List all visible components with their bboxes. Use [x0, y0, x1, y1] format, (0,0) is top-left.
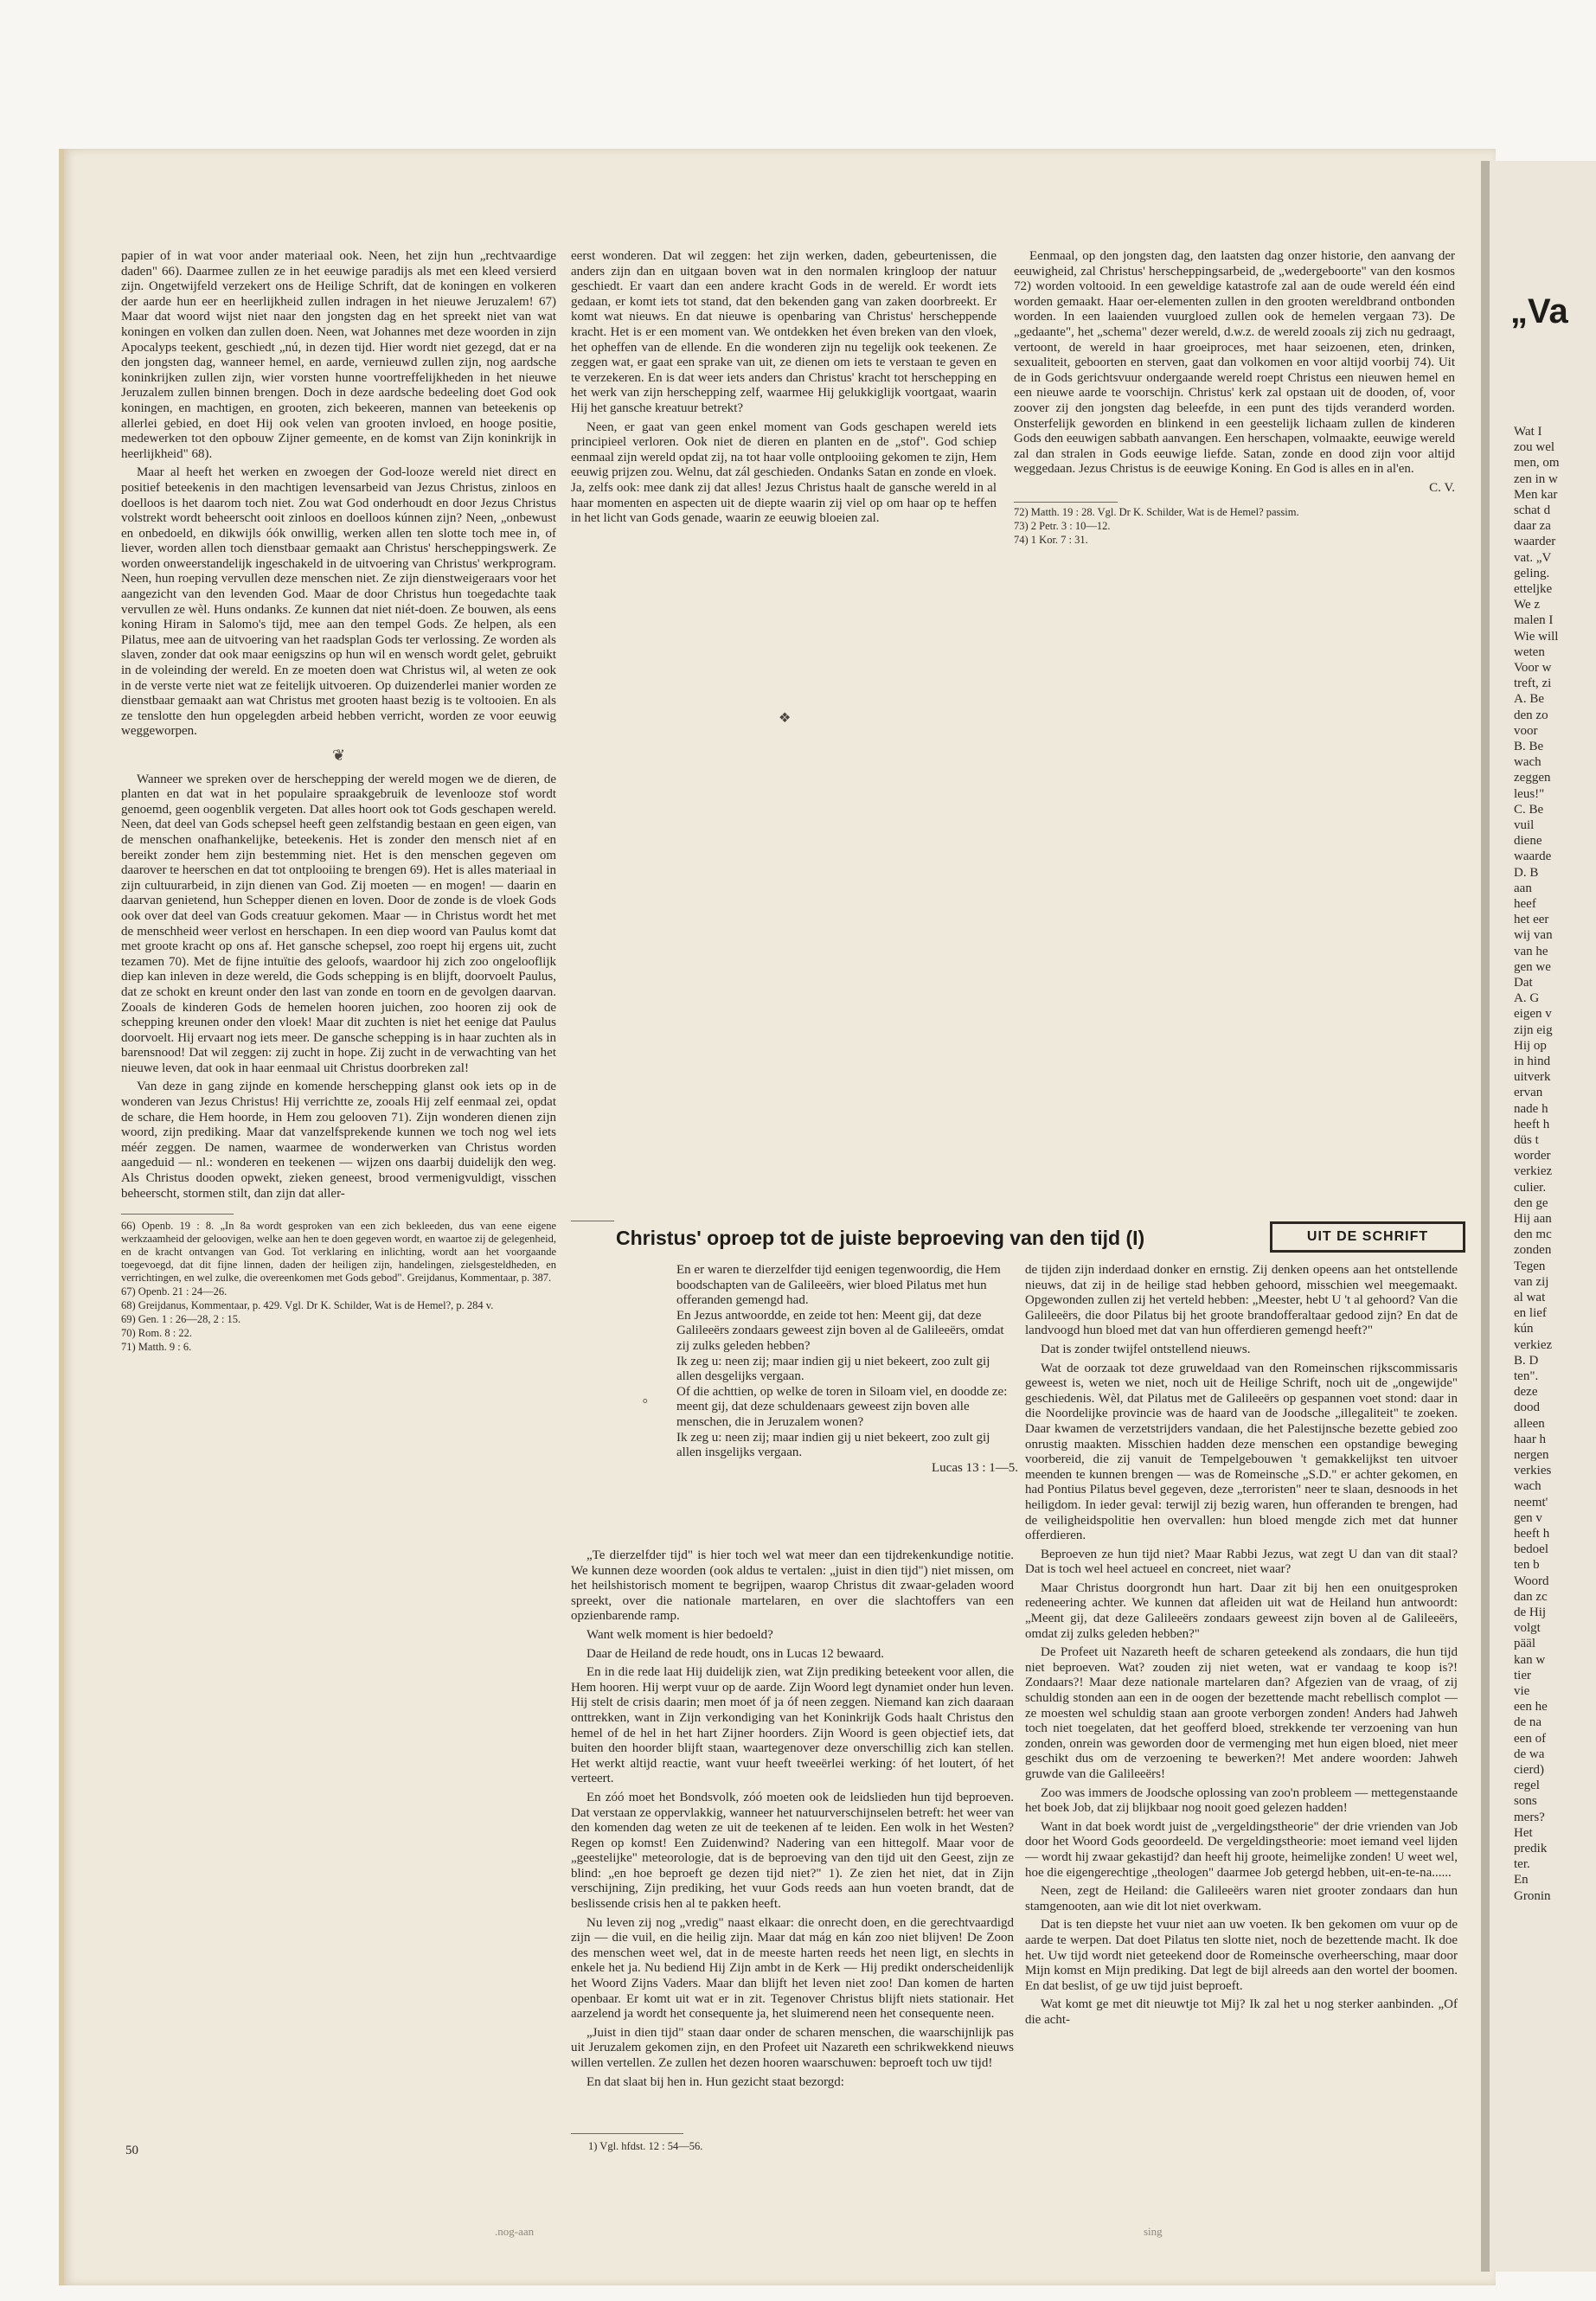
next-page-line: etteljke: [1514, 582, 1553, 596]
next-page-line: men, om: [1514, 456, 1560, 471]
next-page-line: Wat I: [1514, 425, 1542, 439]
footnote-rule: [571, 2133, 683, 2134]
article-paragraph: „Juist in dien tijd" staan daar onder de scharen menschen, die waarschijnlijk pas uit Jeruzalem gekomen zijn, en den Profeet uit Nazareth een schrikwekkend nieuws willen vertellen. Ze zullen het dezen hooren waarschuwen: beproeft toch uw tijd!: [571, 2025, 1014, 2070]
next-page-line: Gronin: [1514, 1888, 1551, 1903]
next-page-line: leus!": [1514, 786, 1545, 801]
col1-footnotes: [121, 1220, 556, 1354]
col3-footnotes: [1014, 506, 1455, 547]
next-page-line: van he: [1514, 944, 1548, 958]
author-signature: C. V.: [1429, 480, 1455, 495]
next-page-line: de Hij: [1514, 1606, 1547, 1619]
next-page-line: vuil: [1514, 818, 1535, 832]
next-page-line: kún: [1514, 1322, 1534, 1336]
next-page-line: verkiez: [1514, 1164, 1553, 1179]
next-page-line: ten b: [1514, 1558, 1540, 1573]
next-page-line: A. G: [1514, 991, 1540, 1006]
next-page-line: een he: [1514, 1700, 1548, 1715]
footnote: 68) Greijdanus, Kommentaar, p. 429. Vgl. Dr K. Schilder, Wat is de Hemel?, p. 284 v.: [121, 1299, 494, 1312]
next-page-line: weten: [1514, 644, 1545, 659]
scripture-verse: Ik zeg u: neen zij; maar indien gij u niet bekeert, zoo zult gij allen insgelijks vergaan.: [676, 1430, 990, 1460]
next-page-line: eigen v: [1514, 1007, 1552, 1022]
article-paragraph: Zoo was immers de Joodsche oplossing van zoo'n probleem — mettegenstaande het boek Job, dat zij blijkbaar nog nooit goed gelezen hadden!: [1025, 1785, 1458, 1816]
next-page-line: B. Be: [1514, 740, 1544, 753]
next-page-line: malen I: [1514, 613, 1554, 628]
article-paragraph: De Profeet uit Nazareth heeft de scharen geteekend als zondaars, die hun tijd niet beproeven. Wat? zouden zij niet weten, wat er vandaag te koop is?! Zondaars?! Maar deze nationale martelaren dan? Afgezien van de vraag, of zij schuldig stonden aan een in de oogen der bezettende macht rebellisch complot — ze moesten wel schuldig staan aan groote verborgen zonden! Anders had Jahweh toch niet toegelaten, dat het geofferd bloed, strekkende ter verzoening van hun zonden, onrein was geworden door de vermenging met hun eigen bloed, niet meer geschikt dus om de verzoening te bewerken?! Met andere woorden: Jahweh gruwde van die Galileeërs!: [1025, 1645, 1458, 1781]
scripture-verse: Ik zeg u: neen zij; maar indien gij u niet bekeert, zoo zult gij allen desgelijks vergaan.: [676, 1354, 990, 1384]
next-page-line: ervan: [1514, 1086, 1543, 1100]
next-page-line: B. D: [1514, 1353, 1539, 1368]
margin-mark-icon: ⸰: [642, 1394, 649, 1407]
next-page-line: in hind: [1514, 1054, 1551, 1068]
next-page-line: D. B: [1514, 865, 1539, 880]
scripture-verse: En Jezus antwoordde, en zeide tot hen: Meent gij, dat deze Galileeërs zondaars geweest zijn boven al de Galileeërs, omdat zij zulks geleden hebben?: [676, 1308, 1004, 1353]
footnote: 69) Gen. 1 : 26—28, 2 : 15.: [121, 1313, 241, 1326]
col1-paragraph: Van deze in gang zijnde en komende herschepping glanst ook iets op in de wonderen van Jezus Christus! Hij verrichtte ze, zooals Hij zelf eenmaal zei, opdat de schare, die Hem hoorde, in Hem zou gelooven 71). Zijn wonderen dienen zijn woord, zijn prediking. Maar dat vanzelfsprekende kunnen we toch nog wel iets méér zeggen. De namen, waarmee de wonderwerken van Christus worden aangeduid — nl.: wonderen en teekenen — wijzen ons daarbij duidelijk den weg. Als Christus dooden opwekt, zieken geneest, brood vermenigvuldigt, visschen beheerscht, stormen stilt, dan zijn dat aller-: [121, 1080, 556, 1201]
footnote: 67) Openb. 21 : 24—26.: [121, 1285, 228, 1298]
col1-paragraph: papier of in wat voor ander materiaal ook. Neen, het zijn hun „rechtvaardige daden" 66). Daarmee zullen ze in het eeuwige paradijs als met een kleed versierd zijn. Ongetwijfeld verzekert ons de Heilige Schrift, dat de koningen en volkeren der aarde hun eer en heerlijkheid zullen indragen in het nieuwe Jeruzalem! 67) Maar dat woord wijst niet naar den jongsten dag en het spreekt niet van wat koningen en volken dan zullen doen. Neen, wat Johannes met deze woorden in zijn Apocalyps teekent, geschiedt „nú, in dezen tijd. Hier wordt niet gezegd, dat er na den jongsten dag, wanneer hemel, en aarde, vernieuwd zullen zijn, nog aardsche koninkrijken zullen zijn, wier vorsten hunne voortreffelijkheden in het nieuwe Jeruzalem zullen binnen brengen. Doch in deze aardsche bedeeling doet God ook koningen, en machtigen, en grooten, zich bekeeren, mannen van beteekenis op allerlei gebied, en doet Hij ook velen van grooten invloed, en hooge positie, medewerken tot den opbouw Zijner gemeente, en de komst van Zijn koninkrijk in heerlijkheid" 68).: [121, 249, 556, 461]
article-column-right: [1025, 1263, 1458, 2145]
col2-paragraph: Neen, er gaat van geen enkel moment van Gods geschapen wereld iets principieel verloren. Ook niet de dieren en planten en de „stof". God schiep eenmaal zijn wereld opdat zij, na tot haar volle ontplooiing gekomen te zijn, Hem eeuwig prijzen zou. Welnu, dat zál geschieden. Ondanks Satan en zonde en vloek. Ja, zelfs ook: mee dank zij dat alles! Jezus Christus haalt de gansche wereld in al haar momenten en aspecten uit de diepte waarin zij viel op om haar op te heffen in het licht van Gods genade, waarin ze eeuwig bloeien zal.: [571, 420, 997, 526]
next-page-line: van zij: [1514, 1274, 1549, 1289]
next-page-line: regel: [1514, 1779, 1540, 1793]
next-page-line: waarder: [1514, 535, 1556, 549]
article-paragraph: Dat is zonder twijfel ontstellend nieuws.: [1041, 1342, 1251, 1356]
next-page-line: waarde: [1514, 849, 1552, 864]
article-paragraph: En zóó moet het Bondsvolk, zóó moeten ook de leidslieden hun tijd beproeven. Dat verstaan ze oppervlakkig, wanneer het natuurverschijnselen betreft: het weer van den komenden dag weten ze uit de teekenen af te leiden. Een wolk in het Westen? Regen op komst! Een Zuidenwind? Nadering van een hittegolf. Maar voor de „geestelijke" meteorologie, dat is de beproeving van den tijd uit den Geest, zijn ze blind: „en hoe beproeft ge dezen tijd niet?" 1). Ze zien het niet, dat in Zijn verschijning, Zijn prediking, het vuur Gods reeds aan hun voeten brandt, dat de beslissende crisis hen al te pakken heeft.: [571, 1790, 1014, 1912]
next-page-line: geling.: [1514, 566, 1550, 580]
article-paragraph: Want welk moment is hier bedoeld?: [586, 1627, 773, 1642]
next-page-line: gen v: [1514, 1510, 1542, 1525]
article-paragraph: de tijden zijn inderdaad donker en ernstig. Zij denken opeens aan het ontstellende nieuws, dat zij in de heilige stad hebben gehoord, misschien wel meegemaakt. Opgewonden zullen zij het verteld hebben: „Meester, hebt U 't al gehoord? Van die Galileeërs, die door Pilatus bij het groote brandofferaltaar gedood zijn? En dat de landvoogd hun bloed met dat van hun offerdieren gemengd heeft?": [1025, 1263, 1458, 1338]
article-paragraph: En in die rede laat Hij duidelijk zien, wat Zijn prediking beteekent voor allen, die Hem hooren. Hij werpt vuur op de aarde. Zijn Woord legt dynamiet onder hun leven. Hij stelt de crisis daarin; men moet óf ja óf neen zeggen. Niemand kan zich daaraan onttrekken, want in Zijn verkondiging van het Koninkrijk Gods haalt Christus den hemel of de hel in het hart Zijner hoorders. Zijn Woord is geen objectief iets, dat buiten den hoorder blijft staan, waartegenover deze onverschillig zich kan stellen. Het werkt altijd reactie, want vuur heeft tweeërlei werking: óf het loutert, óf het verteert.: [571, 1665, 1014, 1786]
next-page-line: nergen: [1514, 1448, 1549, 1462]
next-page-line: heef: [1514, 897, 1536, 911]
next-page-line: dood: [1514, 1400, 1540, 1415]
col3-paragraph: Eenmaal, op den jongsten dag, den laatsten dag onzer historie, den aanvang der eeuwigheid, zal Christus' herscheppingsarbeid, de „wedergeboorte" van den kosmos 72) worden voltooid. In een geweldige katastrofe zal aan de oude wereld één eind worden gemaakt. Haar oer-elementen zullen in den grooten wereldbrand ontbonden worden. In een laaienden vuurgloed zullen ook de hemelen vergaan 73). De „gedaante", het „schema" dezer wereld, d.w.z. de wereld zooals zij zich nu gedraagt, vertoont, de wereld in haar groeiproces, met haar seizoenen, eten, drinken, sexualiteit, geboorten en sterven, gaat dan volkomen en voor altijd voorbij 74). Uit de in Gods gerichtsvuur ondergaande wereld roept Christus een nieuwen hemel en een nieuwe aarde te voorschijn. Christus' kerk zal opstaan uit de dooden, of, voor zoover zij den jongsten dag beleefde, in een punt des tijds veranderd worden. Onsterfelijk geworden en blinkend in een geestelijk lichaam zullen de kinderen Gods den eeuwigen sabbath aanvangen. Een herschapen, volmaakte, eeuwige wereld zal dan stralen in Gods eeuwige liefde. Satan, zonde en dood zijn voor altijd weggedaan. Jezus Christus is de eeuwige Koning. En God is alles en in al'en.: [1014, 249, 1455, 477]
next-page-line: voor: [1514, 723, 1538, 738]
next-page-line: zijn eig: [1514, 1022, 1553, 1037]
next-page-line: een of: [1514, 1731, 1547, 1746]
next-page-line: zonden: [1514, 1243, 1552, 1258]
scripture-quote: [676, 1263, 1018, 1476]
footnote: 74) 1 Kor. 7 : 31.: [1014, 533, 1088, 546]
footnote-rule: [121, 1214, 234, 1215]
article-paragraph: „Te dierzelfder tijd" is hier toch wel wat meer dan een tijdrekenkundige notitie. We kunnen deze woorden (ook aldus te vertalen: „juist in dien tijd") niet missen, om het heilshistorisch moment te begrijpen, waarop Christus dit zwaar-geladen woord spreekt, over die nationale martelaren, en over die slachtoffers van een opzienbarende ramp.: [571, 1548, 1014, 1624]
next-page-line: de na: [1514, 1715, 1542, 1730]
article-footnote: [588, 2140, 848, 2156]
page-number: 50: [125, 2144, 138, 2157]
next-page-line: haar h: [1514, 1432, 1547, 1446]
next-page-line: neemt': [1514, 1495, 1548, 1509]
next-page-title: „Va: [1510, 292, 1568, 330]
next-page-line: heeft h: [1514, 1117, 1550, 1131]
next-page-line: worder: [1514, 1149, 1551, 1163]
column-1: [121, 249, 556, 2135]
next-page-line: Tegen: [1514, 1259, 1546, 1273]
next-page-line: Men kar: [1514, 487, 1558, 502]
footnote: 71) Matth. 9 : 6.: [121, 1341, 192, 1354]
next-page-line: zen in w: [1514, 471, 1558, 486]
next-page-line: den zo: [1514, 708, 1548, 722]
next-page-line: den ge: [1514, 1195, 1548, 1210]
next-page-line: het eer: [1514, 913, 1549, 927]
next-page-line: gen we: [1514, 959, 1551, 974]
next-page-line: C. Be: [1514, 802, 1544, 817]
col1-paragraph: Maar al heeft het werken en zwoegen der God-looze wereld niet direct en positief beteekenis in den machtigen levensarbeid van Jezus Christus, zinloos en doelloos is het daarom toch niet. Zou wat God onderhoudt en door Jezus Christus volstrekt wordt beheerscht ooit zinloos en doelloos kúnnen zijn? Neen, „onbewust en onbedoeld, en dikwijls óók onwillig, werken allen ten slotte toch mee in, of liever, worden allen toch dienstbaar gemaakt aan Christus' herscheppingswerk. Ze worden onweerstandelijk ingeschakeld in de uitvoering van Christus' werkprogram. Neen, hun roeping vervullen deze menschen niet. Ze zijn dienstweigeraars voor het aangezicht van den levenden God. Maar de door Christus hun toegedachte taak vervullen ze wèl. Huns ondanks. Ze kunnen dat niet niét-doen. Ze bouwen, als eens koning Hiram in Salomo's tijd, mee aan den tempel Gods. Ze helpen, als een Pilatus, mee aan de uitvoering van het raadsplan Gods ter verlossing. Ze worden als slaven, zonder dat ook maar eenigszins op hun wil en wensch wordt gelet, gebruikt in de voleinding der wereld. En ze moeten doen wat Christus wil, al weten ze ook in de verste verte niet wat ze feitelijk uitvoeren. Op duizenderlei manier worden ze dienstbaar gemaakt aan wat Christus met grooten haast bezig is te voltooien. En als ze tenslotte den hun opgelegden arbeid hebben verricht, worden ze voor eeuwig weggeworpen.: [121, 465, 556, 739]
footnote: 72) Matth. 19 : 28. Vgl. Dr K. Schilder, Wat is de Hemel? passim.: [1014, 505, 1299, 518]
next-page-line: A. Be: [1514, 692, 1544, 707]
next-page-line: nade h: [1514, 1101, 1548, 1116]
next-page-line: dan zc: [1514, 1589, 1548, 1604]
column-3: [1014, 249, 1455, 673]
next-page-line: den mc: [1514, 1227, 1552, 1242]
next-page-line: kan w: [1514, 1652, 1546, 1667]
footnote: 73) 2 Petr. 3 : 10—12.: [1014, 519, 1111, 532]
footnote: 70) Rom. 8 : 22.: [121, 1327, 192, 1340]
next-page-line: mers?: [1514, 1810, 1545, 1824]
article-paragraph: Want in dat boek wordt juist de „vergeldingstheorie" der drie vrienden van Job door het Woord Gods geoordeeld. De vergeldingstheorie: moet iemand veel lijden — wordt hij zwaar gekastijd? dan heeft hij groote, heimelijke zonden! U weet wel, hoe die eigengerechtige „theologen" daarmee Job getergd hebben, uit-en-te-na......: [1025, 1819, 1458, 1880]
next-page-line: verkiez: [1514, 1337, 1553, 1352]
next-page-line: Hij op: [1514, 1038, 1547, 1053]
footnote-rule: [1014, 502, 1118, 503]
next-page-line: alleen: [1514, 1416, 1545, 1431]
next-page-line: culier.: [1514, 1180, 1547, 1195]
article-paragraph: Wat komt ge met dit nieuwtje tot Mij? Ik zal het u nog sterker aanbinden. „Of die acht-: [1025, 1997, 1458, 2027]
next-page-line: tier: [1514, 1668, 1531, 1682]
next-page-line: de wa: [1514, 1747, 1545, 1761]
footnote: 66) Openb. 19 : 8. „In 8a wordt gesproken van een zich bekleeden, dus van eene eigene werkzaamheid der geloovigen, welke aan hen te doen gegeven wordt, en waartoe zij de gelegenheid, en de kracht ontvangen van God. Tot verklaring en inlichting, wordt aan het voorgaande toegevoegd, dat dit fijne linnen, daden der heiligen zijn, handelingen, zielsgesteldheden, en verrichtingen, en wel zulke, die overeenkomen met Gods gebod". Greijdanus, Kommentaar, p. 387.: [121, 1220, 556, 1285]
col1-paragraph: Wanneer we spreken over de herschepping der wereld mogen we de dieren, de planten en dat wat in het populaire spraakgebruik de levenlooze stof wordt genoemd, geen oogenblik vergeten. Dat alles hoort ook tot Gods geschapen wereld. Neen, dat deel van Gods schepsel heeft geen zelfstandig bestaan en geen eigen, van de menschen onafhankelijke, beteekenis. Het is zonder den mensch niet af en bereikt zonder hem zijn bestemming niet. Het is den menschen gegeven om daarover te heerschen en dat tot ontplooiing te brengen 69). Het is alles materiaal in zijn cultuurarbeid, in zijn dienen van God. Zij moeten — en mogen! — daarin en daarvan genietend, hun Schepper dienen en loven. Door de zonde is de vloek Gods ook over dat deel van Gods creatuur gekomen. Maar — in Christus wordt het met de menschheid weer verlost en herschapen. In een diep woord van Paulus komt dat met groote kracht op ons af. Het gansche schepsel, zoo roept hij ergens uit, zucht tezamen 70). Met de fijne intuïtie des geloofs, waardoor hij zich zoo ongelooflijk diep kan inleven in deze wereld, die Gods schepping is en blijft, doorvoelt Paulus, dat ze schokt en kreunt onder den last van zonde en toorn en de gevolgen daarvan. Zooals de kinderen Gods de hemelen hooren juichen, zoo hooren zij ook de schepping kreunen onder den vloek! Maar dit zuchten is niet het eenige dat Paulus doorvoelt. Hij ervaart nog iets meer. De gansche schepping is in haar zuchten als in barensnood! Dat wil zeggen: zij zucht in hope. Zij zucht in de verwachting van het nieuwe leven, dat ook in haar eenmaal uit Christus doorbreken zal!: [121, 772, 556, 1075]
article-paragraph: Dat is ten diepste het vuur niet aan uw voeten. Ik ben gekomen om vuur op de aarde te werpen. Dat doet Pilatus ten slotte niet, noch de bezettende macht. Ik doe het. Uw tijd wordt niet geteekend door de Romeinsche overheersching, maar door Mijn komst en Mijn prediking. Dat legt de bijl alreeds aan den wortel der boomen. En dat beslist, of ge uw tijd juist beproeft.: [1025, 1918, 1458, 1993]
scripture-reference: Lucas 13 : 1—5.: [932, 1460, 1018, 1475]
next-page-line: daar za: [1514, 519, 1551, 534]
next-page-line: verkies: [1514, 1464, 1552, 1478]
next-page-line: predik: [1514, 1842, 1548, 1856]
next-page-line: ten".: [1514, 1369, 1539, 1383]
next-page-line: al wat: [1514, 1291, 1546, 1304]
article-paragraph: Maar Christus doorgrondt hun hart. Daar zit bij hen een onuitgesproken redeneering achter. We kunnen dat afleiden uit wat de Heiland hun antwoordt: „Meent gij, dat deze Galileeërs zondaars geweest zijn boven al de Galileeërs, omdat zij zulks geleden hebben?": [1025, 1580, 1458, 1641]
next-page-line: zeggen: [1514, 771, 1551, 785]
next-page-line: Wie will: [1514, 629, 1559, 644]
next-page-line: Woord: [1514, 1574, 1549, 1588]
next-page-line: bedoel: [1514, 1542, 1548, 1557]
section-end-ornament-icon: ❖: [779, 711, 792, 726]
next-page-line: wach: [1514, 1479, 1542, 1494]
next-page-line: En: [1514, 1873, 1529, 1888]
footnote: 1) Vgl. hfdst. 12 : 54—56.: [588, 2140, 703, 2152]
column-2: [571, 249, 997, 709]
scripture-verse: En er waren te dierzelfder tijd eenigen tegenwoordig, die Hem boodschapten van de Galileeërs, wier bloed Pilatus met hun offeranden gemengd had.: [676, 1263, 1001, 1308]
section-separator-icon: ❦: [331, 747, 346, 764]
next-page-line: wach: [1514, 755, 1542, 770]
next-page-line: deze: [1514, 1385, 1538, 1400]
next-page-line: ter.: [1514, 1857, 1530, 1872]
next-page-line: Voor w: [1514, 661, 1552, 675]
article-paragraph: Wat de oorzaak tot deze gruweldaad van den Romeinschen rijkscommissaris geweest is, weten we niet, noch uit de Heilige Schrift, noch uit de „ongewijde" geschiedenis. Wèl, dat Pilatus met de Galileeërs op gespannen voet stond: daar in die Noordelijke provincie was de haard van de Joodsche „illegaliteit" te zoeken. Daar kwamen de verzetstrijders vandaan, die het Palestijnsche bezette gebied zoo onrustig maakten. Misschien hadden deze menschen een opstandige beweging voorbereid, die zij vanuit de Tempelgebouwen 't gemakkelijkst ten uitvoer meenden te kunnen brengen — was de Romeinsche „S.D." er achter gekomen, en had Pontius Pilatus bevel gegeven, deze „terroristen" neer te slaan, desnoods in het heiligdom. In ieder geval: terwijl zij bezig waren, hun offeranden te brengen, had de veiligheidspolitie hen overvallen: hun bloed mengde zich met dat hunner offerdieren.: [1025, 1361, 1458, 1543]
stray-print-mark: .nog-aan: [495, 2225, 535, 2238]
next-page-line: cierd): [1514, 1763, 1544, 1777]
next-page-line: sons: [1514, 1794, 1537, 1809]
article-paragraph: Beproeven ze hun tijd niet? Maar Rabbi Jezus, wat zegt U dan van dit staal? Dat is toch wel heel actueel en concreet, niet waar?: [1025, 1547, 1458, 1577]
next-page-line: Dat: [1514, 976, 1533, 990]
next-page-line: treft, zi: [1514, 676, 1552, 691]
article-paragraph: Daar de Heiland de rede houdt, ons in Lucas 12 bewaard.: [586, 1646, 885, 1661]
next-page-line: zou wel: [1514, 440, 1555, 455]
next-page-line: Het: [1514, 1825, 1533, 1840]
article-paragraph: Nu leven zij nog „vredig" naast elkaar: die onrecht doen, en die gerechtvaardigd zijn — die vuil, en die heilig zijn. Maar dat mág en kán zoo niet blijven! De Zoon des menschen weet wel, dat in de meeste harten reeds het neen ligt, en slechts in enkele het ja. Nu bediend Hij Zijn ambt in de Kerk — Hij predikt onderscheidenlijk het Woord Zijns Vaders. Maar dan blijft het leven niet zoo! Dan komen de harten openbaar. Er komt uit wat er in zit. Tegenover Christus blijft niets stationair. Het aarzelend ja wordt het consequente ja, het sluimerend neen het consequente neen.: [571, 1915, 1014, 2022]
next-page-line: en lief: [1514, 1306, 1547, 1321]
next-page-line: diene: [1514, 834, 1542, 849]
article-paragraph: Neen, zegt de Heiland: die Galileeërs waren niet grooter zondaars dan hun stamgenooten, aan wie dit lot niet overkwam.: [1025, 1884, 1458, 1913]
article-paragraph: En dat slaat bij hen in. Hun gezicht staat bezorgd:: [586, 2074, 844, 2089]
scripture-verse: Of die achttien, op welke de toren in Siloam viel, en doodde ze: meent gij, dat deze schuldenaars geweest zijn boven alle menschen, die in Jeruzalem wonen?: [676, 1384, 1008, 1429]
section-label: UIT DE SCHRIFT: [1270, 1221, 1465, 1253]
next-page-line: We z: [1514, 598, 1541, 612]
article-column-left: [571, 1548, 1014, 2128]
next-page-line: pääl: [1514, 1637, 1535, 1651]
next-page-line: schat d: [1514, 503, 1551, 517]
next-page-line: Hij aan: [1514, 1212, 1552, 1226]
next-page-line: uitverk: [1514, 1070, 1551, 1085]
next-page-line: aan: [1514, 881, 1532, 895]
next-page-line: heeft h: [1514, 1527, 1550, 1541]
stray-print-mark: sing: [1144, 2225, 1163, 2238]
next-page-line: wij van: [1514, 928, 1553, 943]
article-headline: Christus' oproep tot de juiste beproeving van den tijd (I): [616, 1227, 1145, 1249]
col2-paragraph: eerst wonderen. Dat wil zeggen: het zijn werken, daden, gebeurtenissen, die anders zijn dan en uitgaan boven wat in den normalen kringloop der natuur geschiedt. Er vaart dan een andere kracht Gods in de wereld. Er wordt iets gedaan, er komt iets tot stand, dat den bekenden gang van zaken doorbreekt. Er komt wat nieuws. En dat nieuwe is openbaring van Christus' herscheppende kracht. Het is er een moment van. We ontdekken het éven breken van den vloek, het opheffen van de ellende. En die wonderen zijn nu tegelijk ook teekenen. Ze zeggen wat, er gaat een sprake van uit, ze dienen om iets te verstaan te geven en te verzekeren. En is dat weer iets anders dan Christus' kracht tot herschepping en het werk van zijn herschepping zelf, waarmee Hij gelukkiglijk voortgaat, waarin Hij het gansche kreatuur betrekt?: [571, 249, 997, 415]
next-page-line: düs t: [1514, 1133, 1539, 1147]
next-page-line: vat. „V: [1514, 550, 1552, 565]
next-page-line: volgt: [1514, 1621, 1541, 1636]
next-page-line: vie: [1514, 1684, 1530, 1698]
